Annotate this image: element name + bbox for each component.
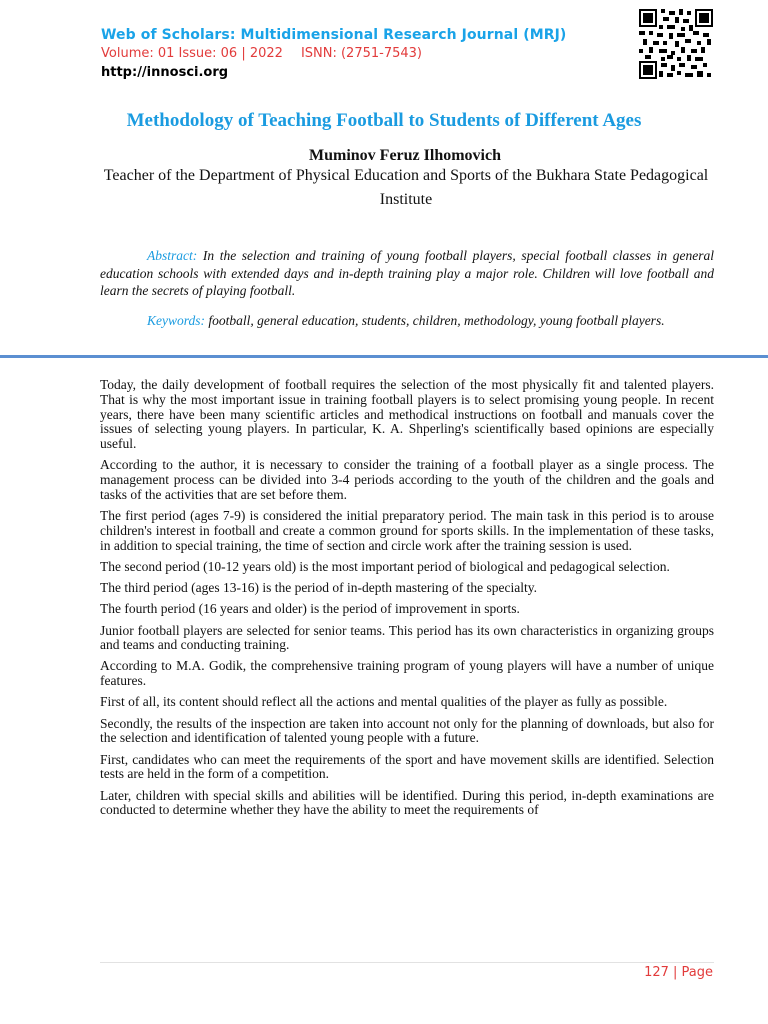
body-paragraph: First of all, its content should reflect all the actions and mental qualities of the player as fully as possible. (100, 694, 668, 710)
journal-url[interactable]: http://innosci.org (101, 65, 229, 80)
body-paragraph: Junior football players are selected for senior teams. This period has its own characteristics in organizing groups and teams and conducting training. (100, 622, 714, 653)
author-affiliation: Teacher of the Department of Physical Education and Sports of the Bukhara State Pedagogical Institute (103, 167, 709, 208)
qr-code-icon (639, 9, 713, 79)
body-paragraph: Today, the daily development of football requires the selection of the most physically fit and talented players. That is why the most important issue in training football players is to select promising young people. In recent years, there have been many scientific articles and methodical instructions on football and manuals cover the issues of selecting young players. In particular, K. A. Shperling's scientifically based opinions are especially useful. (100, 377, 714, 452)
abstract-text: In the selection and training of young football players, special football classes in general education schools with extended days and in-depth training play a major role. Children will love football and learn the secrets of playing football. (100, 248, 714, 298)
abstract (100, 247, 714, 300)
journal-header (101, 26, 566, 82)
body-paragraph: According to M.A. Godik, the comprehensive training program of young players will have a number of unique features. (100, 658, 714, 689)
paper-title: Methodology of Teaching Football to Students of Different Ages (126, 110, 642, 131)
body-paragraph: The second period (10-12 years old) is the most important period of biological and pedagogical selection. (100, 558, 670, 574)
body-paragraph: The fourth period (16 years and older) is the period of improvement in sports. (100, 601, 520, 617)
journal-title: Web of Scholars: Multidimensional Research Journal (MRJ) (101, 27, 567, 43)
body-paragraph: Later, children with special skills and abilities will be identified. During this period, in-depth examinations are conducted to determine whether they have the ability to meet the requirements of (100, 787, 714, 818)
keywords (100, 312, 714, 330)
body-paragraph: According to the author, it is necessary to consider the training of a football player as a single process. The management process can be divided into 3-4 periods according to the youth of the children and the goals and tasks of the activities that are set before them. (100, 457, 714, 502)
article-body (100, 378, 714, 825)
section-divider (0, 355, 768, 358)
body-paragraph: Secondly, the results of the inspection are taken into account not only for the planning of downloads, but also for the selection and identification of talented young people with a future. (100, 715, 714, 746)
keywords-text: football, general education, students, children, methodology, young football players. (208, 313, 665, 328)
body-paragraph: First, candidates who can meet the requirements of the sport and have movement skills are identified. Selection tests are held in the form of a competition. (100, 751, 714, 782)
keywords-label: Keywords: (147, 313, 205, 328)
journal-meta (101, 44, 566, 64)
issn: ISNN: (2751-7543) (300, 46, 422, 61)
abstract-label: Abstract: (147, 248, 198, 263)
page-number: 127 | Page (644, 965, 713, 980)
volume-issue: Volume: 01 Issue: 06 | 2022 (101, 46, 283, 61)
body-paragraph: The first period (ages 7-9) is considered the initial preparatory period. The main task in this period is to arouse children's interest in football and create a common ground for sports skills. In the implementation of these tasks, in addition to special training, the time of section and circle work after the training session is used. (100, 508, 714, 553)
body-paragraph: The third period (ages 13-16) is the period of in-depth mastering of the specialty. (100, 580, 537, 596)
author-name: Muminov Feruz Ilhomovich (309, 147, 501, 164)
footer-divider (100, 962, 714, 963)
